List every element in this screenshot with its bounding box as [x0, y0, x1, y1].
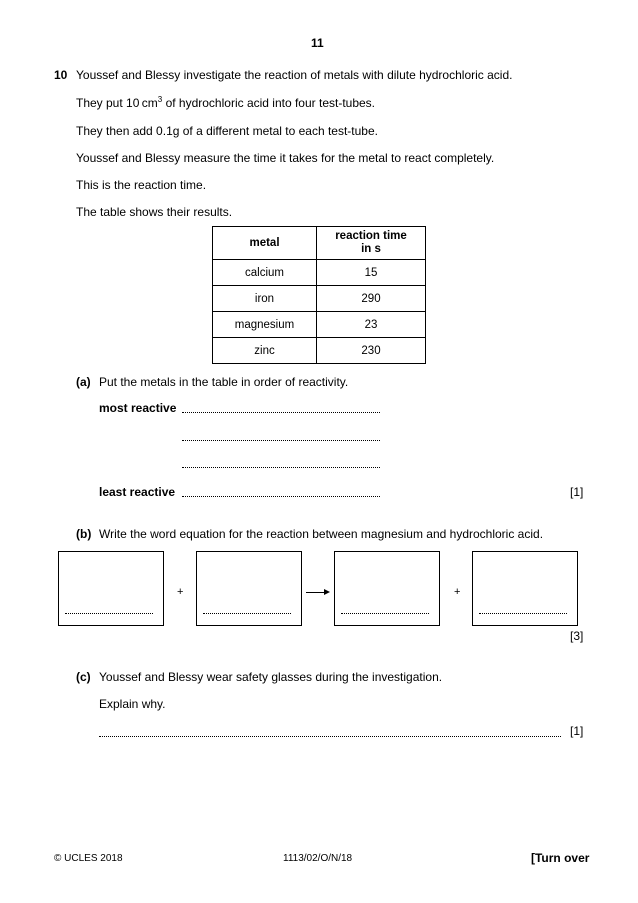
part-b-marks: [3] — [570, 629, 584, 643]
part-a-text: Put the metals in the table in order of reactivity. — [99, 375, 349, 389]
cell-metal: magnesium — [213, 312, 317, 338]
cell-time: 15 — [317, 260, 426, 286]
part-b-text: Write the word equation for the reaction between magnesium and hydrochloric acid. — [99, 527, 544, 541]
footer-copyright: © UCLES 2018 — [54, 853, 123, 864]
question-line-table-intro: The table shows their results. — [76, 205, 233, 219]
part-b-label: (b) — [76, 527, 92, 541]
question-line-reaction-time: This is the reaction time. — [76, 178, 207, 192]
product-2-answer-line[interactable] — [479, 613, 567, 614]
question-line-measure: Youssef and Blessy measure the time it takes for the metal to react completely. — [76, 151, 495, 165]
cell-time: 230 — [317, 338, 426, 364]
part-c-marks: [1] — [570, 724, 584, 738]
part-a-marks: [1] — [570, 485, 584, 499]
part-c-label: (c) — [76, 670, 91, 684]
order-answer-line-3[interactable] — [182, 467, 380, 468]
table-row — [213, 286, 426, 312]
product-2-box[interactable] — [472, 551, 578, 626]
product-1-answer-line[interactable] — [341, 613, 429, 614]
plus-sign-2: + — [454, 586, 461, 598]
reactant-1-answer-line[interactable] — [65, 613, 153, 614]
table-row — [213, 260, 426, 286]
part-c-explain: Explain why. — [99, 697, 166, 711]
volume-text-post: of hydrochloric acid into four test-tubes. — [162, 96, 376, 110]
product-1-box[interactable] — [334, 551, 440, 626]
cell-time: 23 — [317, 312, 426, 338]
order-answer-line-4[interactable] — [182, 496, 380, 497]
cell-metal: iron — [213, 286, 317, 312]
plus-sign-1: + — [177, 586, 184, 598]
table-row — [213, 312, 426, 338]
question-line-metal: They then add 0.1g of a different metal to each test-tube. — [76, 124, 378, 138]
footer-turn-over: [Turn over — [531, 851, 590, 865]
reactant-2-answer-line[interactable] — [203, 613, 291, 614]
question-line-volume — [76, 96, 375, 110]
order-answer-line-1[interactable] — [182, 412, 380, 413]
explain-answer-line[interactable] — [99, 736, 561, 737]
cell-time: 290 — [317, 286, 426, 312]
most-reactive-label: most reactive — [99, 401, 177, 415]
header-metal: metal — [213, 227, 317, 260]
volume-superscript: 3 — [157, 95, 163, 104]
least-reactive-label: least reactive — [99, 485, 176, 499]
cell-metal: zinc — [213, 338, 317, 364]
part-c-text: Youssef and Blessy wear safety glasses during the investigation. — [99, 670, 443, 684]
cell-metal: calcium — [213, 260, 317, 286]
order-answer-line-2[interactable] — [182, 440, 380, 441]
reactant-1-box[interactable] — [58, 551, 164, 626]
footer-paper-code: 1113/02/O/N/18 — [283, 853, 353, 864]
table-header-row — [213, 227, 426, 260]
results-table — [212, 226, 426, 364]
table-row — [213, 338, 426, 364]
header-time-line2: in s — [361, 243, 381, 255]
header-reaction-time — [317, 227, 426, 260]
header-time-line1: reaction time — [335, 230, 407, 242]
reactant-2-box[interactable] — [196, 551, 302, 626]
volume-text-pre: They put 10 cm — [76, 96, 158, 110]
page-number: 11 — [311, 36, 324, 50]
part-a-label: (a) — [76, 375, 91, 389]
question-number: 10 — [54, 68, 68, 82]
reaction-arrow-icon — [306, 592, 328, 593]
question-intro: Youssef and Blessy investigate the reaction of metals with dilute hydrochloric acid. — [76, 68, 513, 82]
